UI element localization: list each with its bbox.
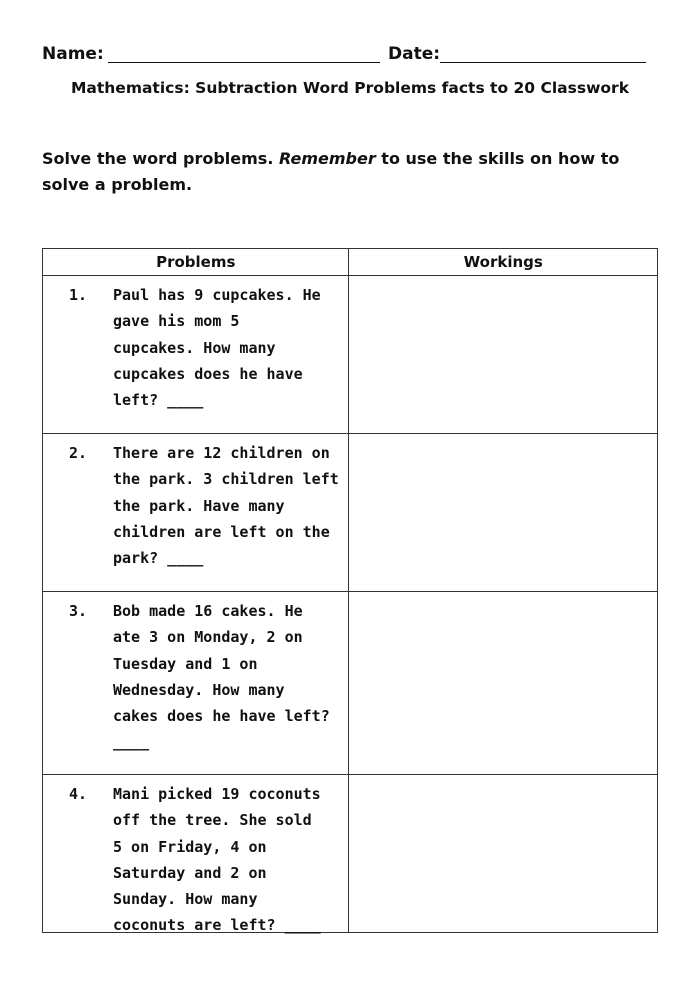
worksheet-title: Mathematics: Subtraction Word Problems facts to 20 Classwork xyxy=(70,79,629,97)
workings-cell-3[interactable] xyxy=(349,592,658,775)
table-row xyxy=(43,592,658,775)
table-row xyxy=(43,434,658,592)
problem-text: Paul has 9 cupcakes. He gave his mom 5 cupcakes. How many cupcakes does he have left? ____ xyxy=(113,286,321,410)
date-label: Date: xyxy=(388,44,441,64)
problems-table xyxy=(42,248,658,933)
problem-number: 1. xyxy=(69,286,88,304)
problem-cell-1 xyxy=(43,276,349,434)
problem-number: 2. xyxy=(69,444,88,462)
problem-cell-2 xyxy=(43,434,349,592)
problem-text: There are 12 children on the park. 3 children left the park. Have many children are left on the park? ____ xyxy=(113,444,339,568)
instructions-emphasis: Remember xyxy=(278,149,376,168)
workings-column-header: Workings xyxy=(349,249,658,276)
table-row xyxy=(43,276,658,434)
problem-text: Mani picked 19 coconuts off the tree. She sold 5 on Friday, 4 on Saturday and 2 on Sunday. How many coconuts are left? ____ xyxy=(113,785,321,935)
instructions-part-2: to use the skills on how to solve a problem. xyxy=(42,149,620,194)
date-blank-line[interactable] xyxy=(440,62,646,63)
workings-cell-1[interactable] xyxy=(349,276,658,434)
problem-cell-3 xyxy=(43,592,349,775)
instructions-part-1: Solve the word problems. xyxy=(42,149,279,168)
problems-column-header: Problems xyxy=(43,249,349,276)
name-label: Name: xyxy=(42,44,104,64)
workings-cell-2[interactable] xyxy=(349,434,658,592)
problem-number: 3. xyxy=(69,602,88,620)
table-header-row xyxy=(43,249,658,276)
problem-number: 4. xyxy=(69,785,88,803)
problem-cell-4 xyxy=(43,775,349,933)
instructions xyxy=(42,146,642,198)
name-blank-line[interactable] xyxy=(108,62,380,63)
worksheet-header xyxy=(42,40,652,68)
problem-text: Bob made 16 cakes. He ate 3 on Monday, 2 on Tuesday and 1 on Wednesday. How many cakes does he have left? ____ xyxy=(113,602,330,752)
workings-cell-4[interactable] xyxy=(349,775,658,933)
table-row xyxy=(43,775,658,933)
